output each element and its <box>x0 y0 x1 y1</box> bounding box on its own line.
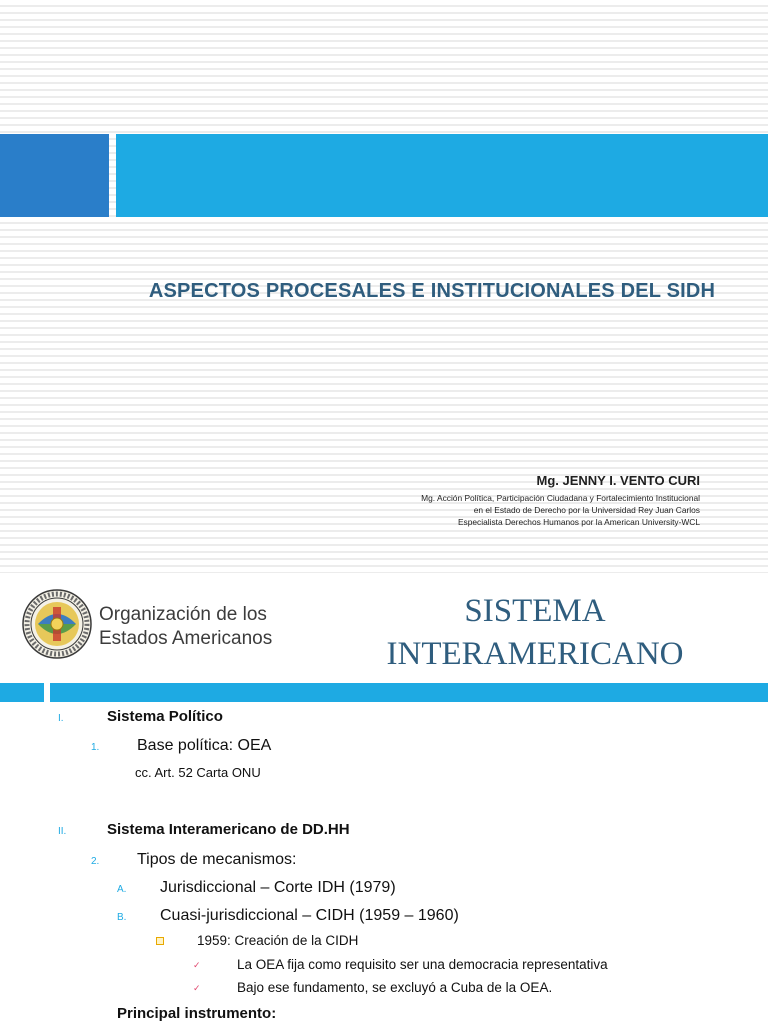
credential-line: Mg. Acción Política, Participación Ciudadana y Fortalecimiento Institucional <box>421 493 700 503</box>
outline-marker: 1. <box>91 742 100 753</box>
outline-item: 1959: Creación de la CIDH <box>197 933 359 948</box>
divider-bar-left <box>0 683 44 702</box>
outline-item: La OEA fija como requisito ser una democracia representativa <box>237 957 608 972</box>
credential-line: en el Estado de Derecho por la Universidad Rey Juan Carlos <box>473 505 700 515</box>
check-icon: ✓ <box>193 960 201 970</box>
header-block-dark <box>0 134 109 217</box>
slide-title <box>330 590 740 676</box>
outline-item: Sistema Político <box>107 708 223 725</box>
outline-item: Cuasi-jurisdiccional – CIDH (1959 – 1960) <box>160 907 459 924</box>
header-block-light <box>116 134 768 217</box>
outline-item: Sistema Interamericano de DD.HH <box>107 821 350 838</box>
credential-line: Especialista Derechos Humanos por la American University-WCL <box>457 517 700 527</box>
slide-title-line: INTERAMERICANO <box>386 636 684 672</box>
slide-title-line: SISTEMA <box>464 593 606 629</box>
outline-marker: II. <box>58 826 67 837</box>
presentation-title: ASPECTOS PROCESALES E INSTITUCIONALES DEL SIDH <box>148 280 716 302</box>
outline-marker: I. <box>58 713 64 724</box>
outline-item: Base política: OEA <box>137 737 272 754</box>
check-icon: ✓ <box>193 983 201 993</box>
outline-marker: B. <box>117 912 127 923</box>
outline-item: Principal instrumento: <box>117 1005 277 1022</box>
square-bullet-icon <box>156 937 164 945</box>
oas-name-line: Organización de los <box>99 604 267 625</box>
oas-name-line: Estados Americanos <box>99 628 273 649</box>
outline-item: Bajo ese fundamento, se excluyó a Cuba de la OEA. <box>237 980 553 995</box>
outline-item: cc. Art. 52 Carta ONU <box>135 765 261 780</box>
outline-marker: 2. <box>91 856 100 867</box>
divider-bar-right <box>50 683 768 702</box>
outline-item: Tipos de mecanismos: <box>137 851 297 868</box>
oas-seal-icon <box>22 589 92 659</box>
oas-name <box>99 603 272 651</box>
author-block <box>421 473 700 528</box>
content-slide <box>0 573 768 1024</box>
outline-marker: A. <box>117 884 127 895</box>
author-name: Mg. JENNY I. VENTO CURI <box>536 473 700 488</box>
outline-item: Jurisdiccional – Corte IDH (1979) <box>160 879 396 896</box>
